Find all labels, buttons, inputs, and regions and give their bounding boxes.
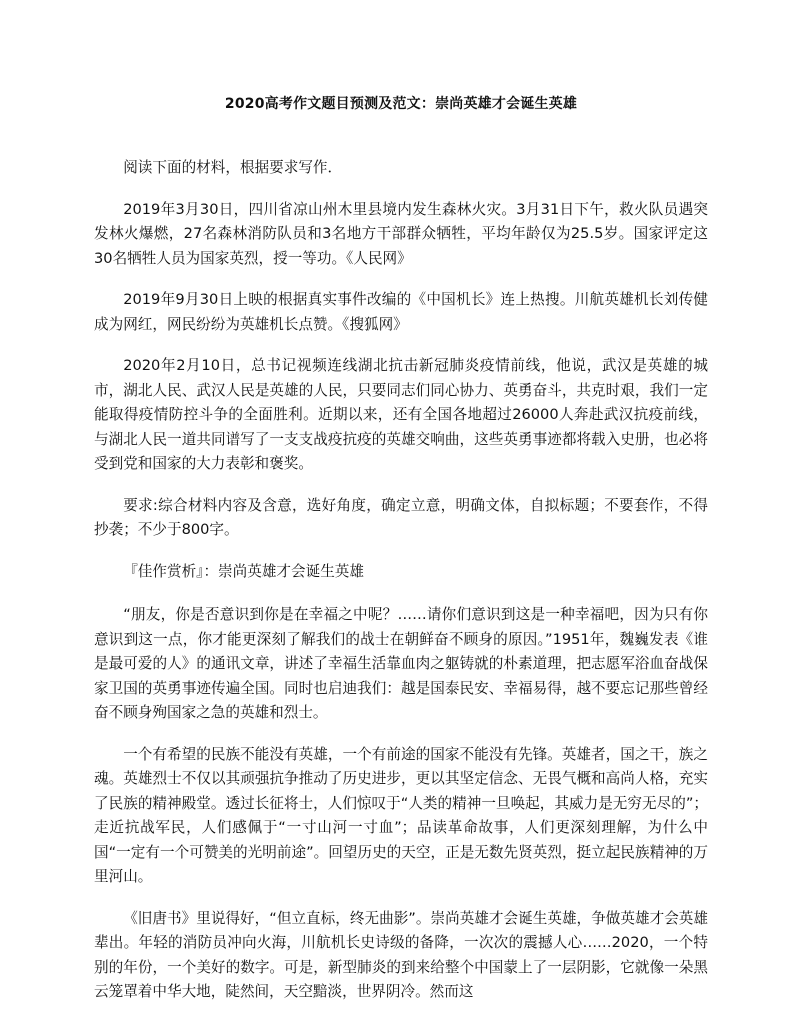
paragraph-material-captain: 2019年9月30日上映的根据真实事件改编的《中国机长》连上热搜。川航英雄机长刘传健成为网红，网民纷纷为英雄机长点赞。《搜狐网》: [94, 291, 708, 333]
paragraph-material-wuhan: 2020年2月10日，总书记视频连线湖北抗击新冠肺炎疫情前线，他说，武汉是英雄的城市，湖北人民、武汉人民是英雄的人民，只要同志们同心协力、英勇奋斗，共克时艰，我们一定能取得疫情防控斗争的全面胜利。近期以来，还有全国各地超过26000人奔赴武汉抗疫前线，与湖北人民一道共同谱写了一支支战疫抗疫的英雄交响曲，这些英勇事迹都将载入史册，也必将受到党和国家的大力表彰和褒奖。: [94, 357, 708, 472]
paragraph-essay-3: 《旧唐书》里说得好，“但立直标，终无曲影”。崇尚英雄才会诞生英雄，争做英雄才会英雄辈出。年轻的消防员冲向火海，川航机长史诗级的备降，一次次的震撼人心……2020，一个特别的年份，一个美好的数字。可是，新型肺炎的到来给整个中国蒙上了一层阴影，它就像一朵黑云笼罩着中华大地，陡然间，天空黯淡，世界阴冷。然而这: [94, 909, 708, 1000]
paragraph-essay-2: 一个有希望的民族不能没有英雄，一个有前途的国家不能没有先锋。英雄者，国之干，族之魂。英雄烈士不仅以其顽强抗争推动了历史进步，更以其坚定信念、无畏气概和高尚人格，充实了民族的精神殿堂。透过长征将士，人们惊叹于“人类的精神一旦唤起，其威力是无穷无尽的”；走近抗战军民，人们感佩于“一寸山河一寸血”；品读革命故事，人们更深刻理解，为什么中国“一定有一个可赞美的光明前途”。回望历史的天空，正是无数先贤英烈，挺立起民族精神的万里河山。: [94, 745, 708, 885]
paragraph-instruction: 阅读下面的材料，根据要求写作．: [123, 159, 343, 176]
paragraph-requirements: 要求:综合材料内容及含意，选好角度，确定立意，明确文体，自拟标题；不要套作，不得抄袭；不少于800字。: [94, 496, 708, 538]
paragraph-sample-heading: 『佳作赏析』：崇尚英雄才会诞生英雄: [123, 562, 364, 580]
document-title: 2020高考作文题目预测及范文：崇尚英雄才会诞生英雄: [224, 96, 578, 112]
paragraph-material-fire: 2019年3月30日，四川省凉山州木里县境内发生森林火灾。3月31日下午，救火队员遇突发林火爆燃，27名森林消防队员和3名地方干部群众牺牲，平均年龄仅为25.5岁。国家评定这30名牺牲人员为国家英烈，授一等功。《人民网》: [94, 200, 708, 267]
paragraph-essay-1: “朋友，你是否意识到你是在幸福之中呢？……请你们意识到这是一种幸福吧，因为只有你意识到这一点，你才能更深刻了解我们的战士在朝鲜奋不顾身的原因。”1951年，魏巍发表《谁是最可爱的人》的通讯文章，讲述了幸福生活靠血肉之躯铸就的朴素道理，把志愿军浴血奋战保家卫国的英勇事迹传遍全国。同时也启迪我们：越是国泰民安、幸福易得，越不要忘记那些曾经奋不顾身殉国家之急的英雄和烈士。: [94, 606, 708, 721]
